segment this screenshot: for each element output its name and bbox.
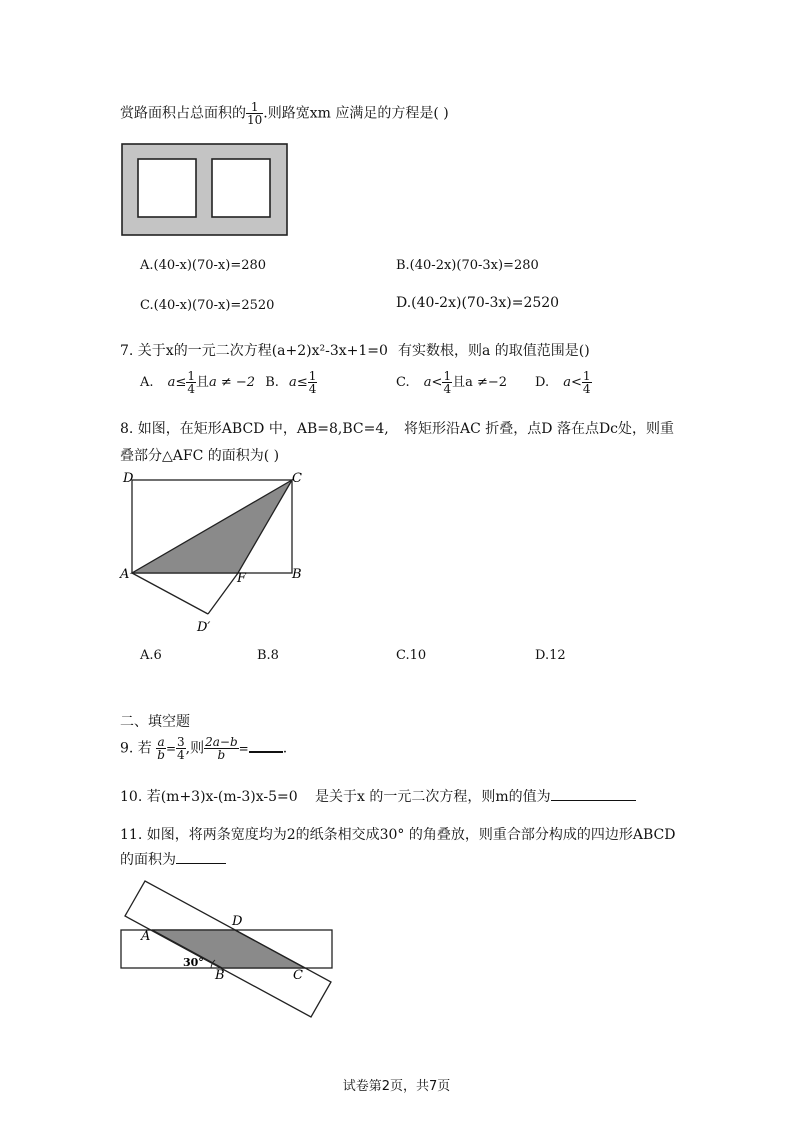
q7-option-b-rel: ≤ [296,375,308,390]
q7-option-a [140,370,317,395]
q6-option-c: C.(40-x)(70-x)=2520 [140,298,275,313]
page-footer: 试卷第2页，共7页 [342,1079,451,1094]
q7-option-a-fraction [186,370,196,395]
q8-line-d-prime-f [208,573,238,614]
q6-fraction-numerator: 1 [246,101,263,114]
q10-answer-blank[interactable] [551,800,636,801]
q9-equals-2: = [238,741,249,756]
q6-fraction [246,101,263,126]
q8-option-b: B.8 [257,648,279,663]
q7-option-c-rel: < [431,375,443,390]
q7-a-frac-d: 4 [187,382,195,396]
q9-f1-n: a [157,735,165,749]
q7-option-c-label: C. [396,375,410,390]
q8-shaded-triangle-afc [132,480,292,573]
q8-label-d-prime: D′ [197,620,211,635]
q7-option-d-fraction [582,370,592,395]
q6-stem [120,101,449,126]
q6-option-a: A.(40-x)(70-x)=280 [140,258,267,273]
q7-c-frac-n: 1 [443,369,452,383]
q6-figure-park [120,142,290,238]
q7-option-d-rel: < [571,375,582,390]
q9-equals-1: = [165,741,177,756]
q9-then: ,则 [185,740,205,757]
q8-label-c: C [292,471,302,486]
q6-option-b: B.(40-2x)(70-3x)=280 [396,258,539,273]
q7-stem-a: 7. 关于x的一元二次方程(a+2)x²-3x+1=0 [120,343,388,359]
q6-fraction-denominator: 10 [247,113,263,127]
q6-inner-rect-right [212,159,270,217]
q7-option-d [535,370,592,395]
q9-number: 9. 若 [120,740,152,757]
q7-option-a-var: a [167,375,176,390]
q8-label-b: B [292,567,302,582]
q11-label-b: B [215,968,225,983]
q7-option-c [396,370,507,395]
q7-option-c-fraction [442,370,452,395]
q9-stem [120,736,287,761]
q6-inner-rect-left [138,159,196,217]
q11-stem-b: 的面积为 [120,852,176,868]
q7-option-c-var: a [423,375,432,390]
q10-stem-a: 10. 若(m+3)x-(m-3)x-5=0 [120,789,298,805]
q11-stem-b-wrap [120,849,226,869]
q9-answer-blank[interactable] [249,751,283,753]
q11-figure-strips [115,876,340,1021]
q7-b-frac-n: 1 [308,369,317,383]
q6-option-d: D.(40-2x)(70-3x)=2520 [396,295,560,311]
q7-option-b-fraction [308,370,318,395]
q7-stem-b: 有实数根，则a 的取值范围是() [398,343,590,359]
q7-option-a-rest: a ≠ −2 [209,375,256,390]
q9-f2-n: 3 [177,735,185,749]
q6-stem-b: .则路宽xm 应满足的方程是( ) [263,105,449,122]
q8-label-a: A [120,567,130,582]
q7-option-c-rest: 且a ≠−2 [452,375,508,390]
q11-label-c: C [293,968,303,983]
q9-f1-d: b [157,748,165,762]
q10-stem-b: 是关于x 的一元二次方程，则m的值为 [315,789,551,805]
q8-option-c: C.10 [396,648,427,663]
q9-f3-d: b [217,748,226,762]
q8-label-f: F [237,571,247,586]
q8-label-d: D [123,471,134,486]
q8-line-ad-prime [132,573,208,614]
q7-b-frac-d: 4 [308,382,317,396]
q11-label-a: A [141,929,151,944]
q7-option-b-var: a [289,375,297,390]
q7-a-frac-n: 1 [187,369,195,383]
q7-option-a-and: 且 [195,375,209,390]
q8-option-a: A.6 [140,648,162,663]
q8-stem-a: 8. 如图，在矩形ABCD 中，AB=8,BC=4, [120,421,389,437]
q9-period: . [282,740,288,757]
q11-label-d: D [232,914,243,929]
q11-answer-blank[interactable] [176,863,226,864]
q11-stem-a: 11. 如图，将两条宽度均为2的纸条相交成30° 的角叠放，则重合部分构成的四边形ABCD [120,827,676,843]
q7-option-a-label: A. [140,375,154,390]
q7-option-d-var: a [563,375,571,390]
q9-fraction-target [204,736,239,761]
q9-f2-d: 4 [177,748,185,762]
q7-option-a-rel: ≤ [175,375,187,390]
q8-figure-fold [115,468,315,638]
q7-option-d-label: D. [535,375,550,390]
q8-stem-b: 将矩形沿AC 折叠，点D 落在点Dc处，则重 [404,421,675,437]
q8-option-d: D.12 [535,648,566,663]
q6-stem-a: 赏路面积占总面积的 [120,105,246,122]
q8-stem-c: 叠部分△AFC 的面积为( ) [120,448,280,464]
q7-d-frac-d: 4 [582,382,591,396]
q9-fraction-a-over-b [156,736,166,761]
q9-fraction-3-over-4 [176,736,186,761]
q7-option-b-label: B. [265,375,279,390]
q7-d-frac-n: 1 [582,369,591,383]
q9-f3-n: 2a−b [205,735,238,749]
q7-c-frac-d: 4 [443,382,452,396]
q11-angle-label: 30° [183,956,204,969]
section-title-fill-in: 二、填空题 [120,714,190,730]
q10-stem-b-wrap [315,786,636,806]
